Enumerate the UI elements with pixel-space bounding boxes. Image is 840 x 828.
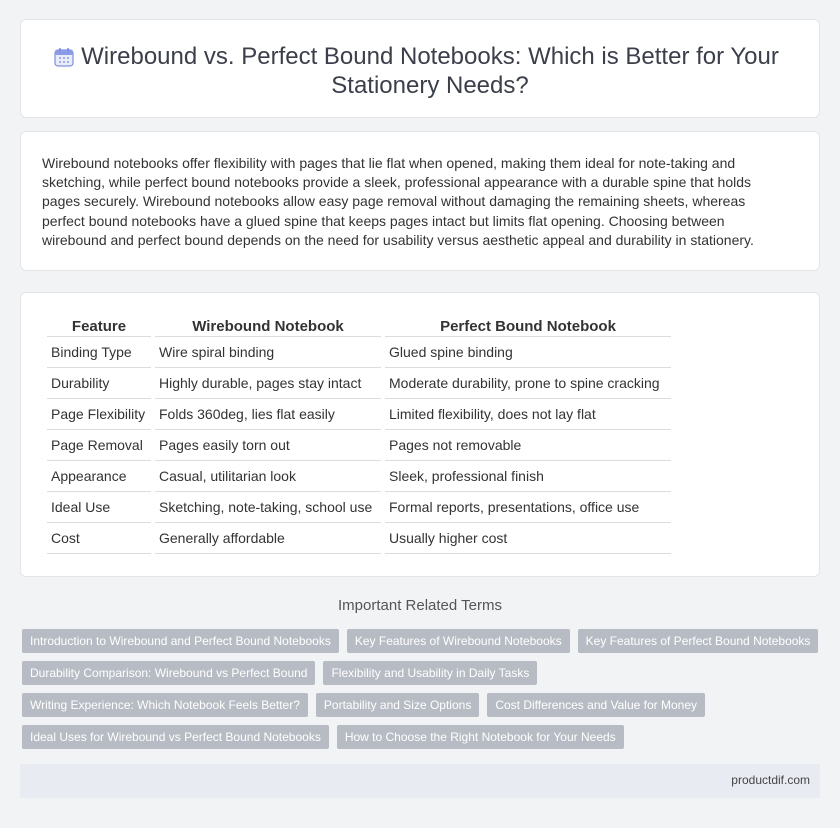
table-cell: Page Removal (47, 430, 151, 461)
header-perfect-bound: Perfect Bound Notebook (385, 315, 671, 337)
header-wirebound: Wirebound Notebook (155, 315, 381, 337)
footer (20, 764, 820, 798)
table-cell: Wire spiral binding (155, 337, 381, 368)
table-row (47, 461, 671, 492)
related-term-tag[interactable]: Key Features of Perfect Bound Notebooks (578, 629, 819, 653)
table-cell: Pages not removable (385, 430, 671, 461)
table-cell: Formal reports, presentations, office use (385, 492, 671, 523)
related-terms-list (22, 629, 822, 749)
table-cell: Usually higher cost (385, 523, 671, 554)
table-cell: Highly durable, pages stay intact (155, 368, 381, 399)
related-term-tag[interactable]: Cost Differences and Value for Money (487, 693, 705, 717)
table-cell: Ideal Use (47, 492, 151, 523)
page-title: Wirebound vs. Perfect Bound Notebooks: Which is Better for Your Stationery Needs? (81, 43, 779, 99)
table-header-row (47, 315, 671, 337)
summary-card (20, 131, 820, 271)
table-cell: Durability (47, 368, 151, 399)
table-row (47, 337, 671, 368)
table-row (47, 492, 671, 523)
table-row (47, 399, 671, 430)
table-cell: Glued spine binding (385, 337, 671, 368)
related-term-tag[interactable]: Ideal Uses for Wirebound vs Perfect Bound Notebooks (22, 725, 329, 749)
table-cell: Generally affordable (155, 523, 381, 554)
table-cell: Appearance (47, 461, 151, 492)
related-term-tag[interactable]: Portability and Size Options (316, 693, 479, 717)
related-term-tag[interactable]: How to Choose the Right Notebook for Your Needs (337, 725, 624, 749)
table-cell: Limited flexibility, does not lay flat (385, 399, 671, 430)
comparison-table (43, 315, 675, 554)
table-cell: Sleek, professional finish (385, 461, 671, 492)
summary-text: Wirebound notebooks offer flexibility with pages that lie flat when opened, making them ideal for note-taking and sketching, while perfect bound notebooks provide a sleek, professional appearance with a durable spine that holds pages securely. Wirebound notebooks allow easy page removal without damaging the remaining sheets, whereas perfect bound notebooks have a glued spine that keeps pages intact but limits flat opening. Choosing between wirebound and perfect bound depends on the need for usability versus aesthetic appeal and durability in stationery. (42, 155, 754, 248)
table-cell: Casual, utilitarian look (155, 461, 381, 492)
header-feature: Feature (47, 315, 151, 337)
table-cell: Page Flexibility (47, 399, 151, 430)
table-cell: Folds 360deg, lies flat easily (155, 399, 381, 430)
footer-site-link[interactable]: productdif.com (731, 773, 810, 787)
table-cell: Sketching, note-taking, school use (155, 492, 381, 523)
table-cell: Pages easily torn out (155, 430, 381, 461)
table-cell: Cost (47, 523, 151, 554)
table-cell: Moderate durability, prone to spine cracking (385, 368, 671, 399)
related-term-tag[interactable]: Introduction to Wirebound and Perfect Bound Notebooks (22, 629, 339, 653)
table-row (47, 368, 671, 399)
table-row (47, 523, 671, 554)
comparison-card (20, 292, 820, 577)
related-term-tag[interactable]: Writing Experience: Which Notebook Feels Better? (22, 693, 308, 717)
related-term-tag[interactable]: Flexibility and Usability in Daily Tasks (323, 661, 537, 685)
related-term-tag[interactable]: Durability Comparison: Wirebound vs Perfect Bound (22, 661, 315, 685)
related-terms-title: Important Related Terms (338, 597, 502, 614)
related-term-tag[interactable]: Key Features of Wirebound Notebooks (347, 629, 570, 653)
header-card (20, 19, 820, 118)
table-cell: Binding Type (47, 337, 151, 368)
table-row (47, 430, 671, 461)
